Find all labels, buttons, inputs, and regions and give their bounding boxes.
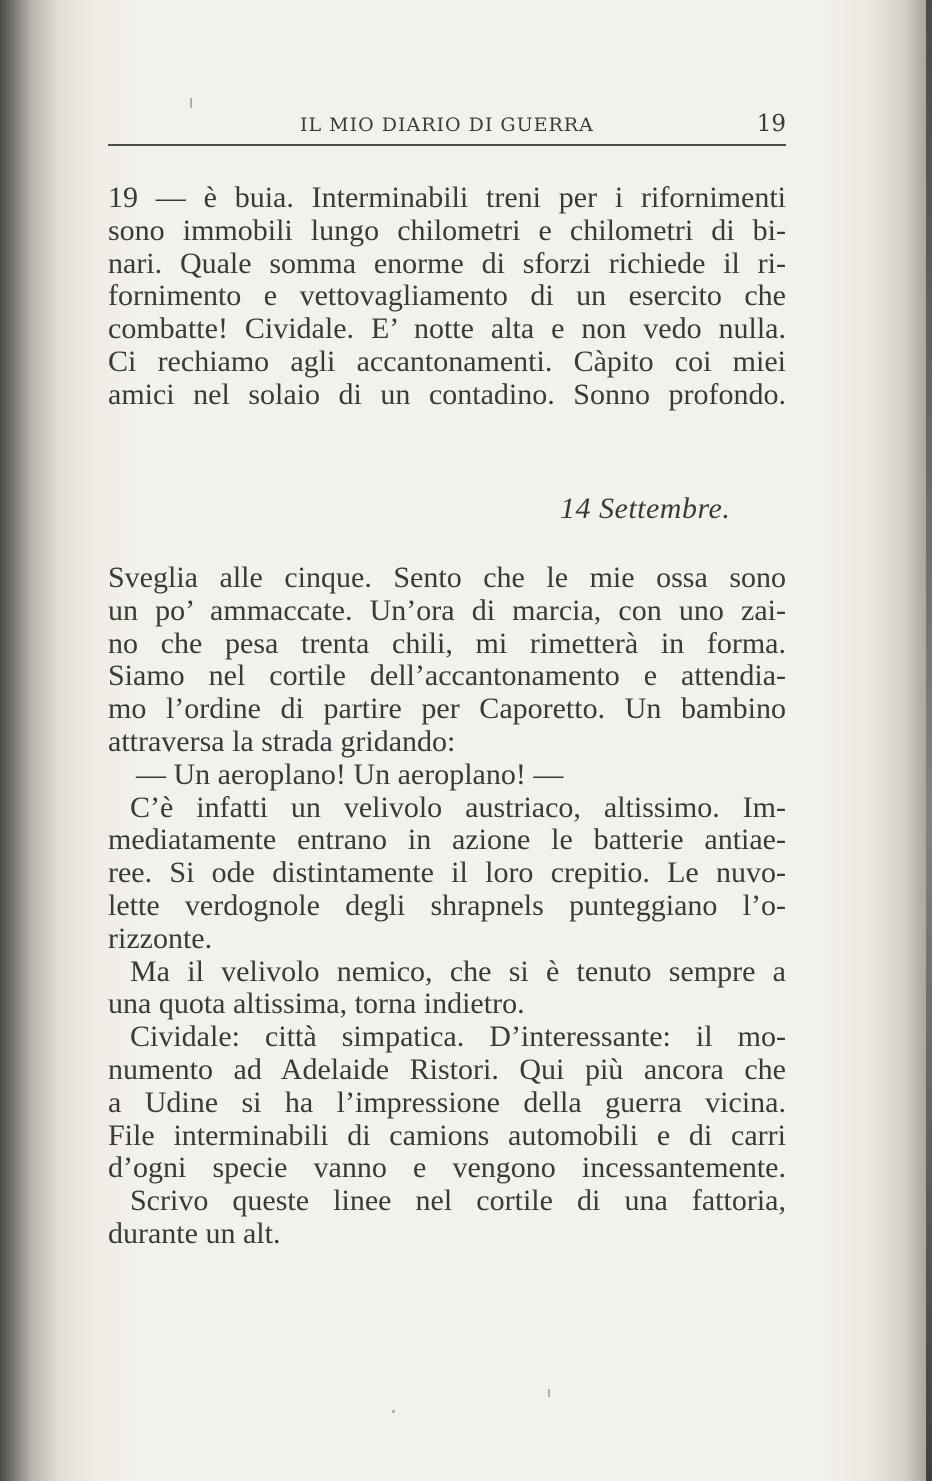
paper-speck [190, 98, 192, 108]
text-line: amici nel solaio di un contadino. Sonno profondo. [108, 378, 786, 411]
text-line: Siamo nel cortile dell’accantonamento e attendia- [108, 660, 786, 693]
text-line: attraversa la strada gridando: [108, 725, 456, 758]
text-line: sono immobili lungo chilometri e chilometri di bi- [108, 214, 786, 247]
text-line: C’è infatti un velivolo austriaco, altissimo. Im- [130, 791, 786, 824]
text-line: Cividale: città simpatica. D’interessante: il mo- [130, 1021, 786, 1054]
text-line: combatte! Cividale. E’ notte alta e non vedo nulla. [108, 313, 786, 346]
text-line: File interminabili di camions automobili e di carri [108, 1119, 786, 1152]
entry-date-heading: 14 Settembre. [560, 492, 731, 525]
text-line: Ci rechiamo agli accantonamenti. Càpito coi miei [108, 345, 786, 378]
page-number: 19 [756, 111, 786, 137]
text-line: Ma il velivolo nemico, che si è tenuto sempre a [130, 955, 786, 988]
entry-paragraph-13-september [108, 182, 786, 412]
text-line: durante un alt. [108, 1217, 281, 1250]
paper-speck [548, 1389, 550, 1397]
text-line: 19 — è buia. Interminabili treni per i rifornimenti [108, 182, 786, 214]
dialogue-line: — Un aeroplano! Un aeroplano! — [136, 758, 564, 791]
text-line: una quota altissima, torna indietro. [108, 988, 525, 1021]
text-line: mo l’ordine di partire per Caporetto. Un bambino [108, 693, 786, 726]
paper-speck [392, 1410, 395, 1413]
text-line: rizzonte. [108, 922, 213, 955]
text-line: d’ogni specie vanno e vengono incessantemente. [108, 1152, 786, 1185]
text-line: a Udine si ha l’impressione della guerra vicina. [108, 1086, 786, 1119]
text-line: numento ad Adelaide Ristori. Qui più ancora che [108, 1053, 786, 1086]
text-line: fornimento e vettovagliamento di un esercito che [108, 280, 786, 313]
running-title: IL MIO DIARIO DI GUERRA [300, 114, 594, 136]
running-header [108, 110, 786, 146]
text-line: un po’ ammaccate. Un’ora di marcia, con uno zai- [108, 594, 786, 627]
text-line: mediatamente entrano in azione le batterie antiae- [108, 824, 786, 857]
text-line: nari. Quale somma enorme di sforzi richiede il ri- [108, 247, 786, 280]
text-line: lette verdognole degli shrapnels punteggiano l’o- [108, 889, 786, 922]
text-line: no che pesa trenta chili, mi rimetterà in forma. [108, 627, 786, 660]
entry-paragraph-14-september [108, 562, 786, 1251]
text-line: ree. Si ode distintamente il loro crepitio. Le nuvo- [108, 857, 786, 890]
text-line: Sveglia alle cinque. Sento che le mie ossa sono [108, 562, 786, 594]
text-line: Scrivo queste linee nel cortile di una fattoria, [130, 1185, 786, 1218]
